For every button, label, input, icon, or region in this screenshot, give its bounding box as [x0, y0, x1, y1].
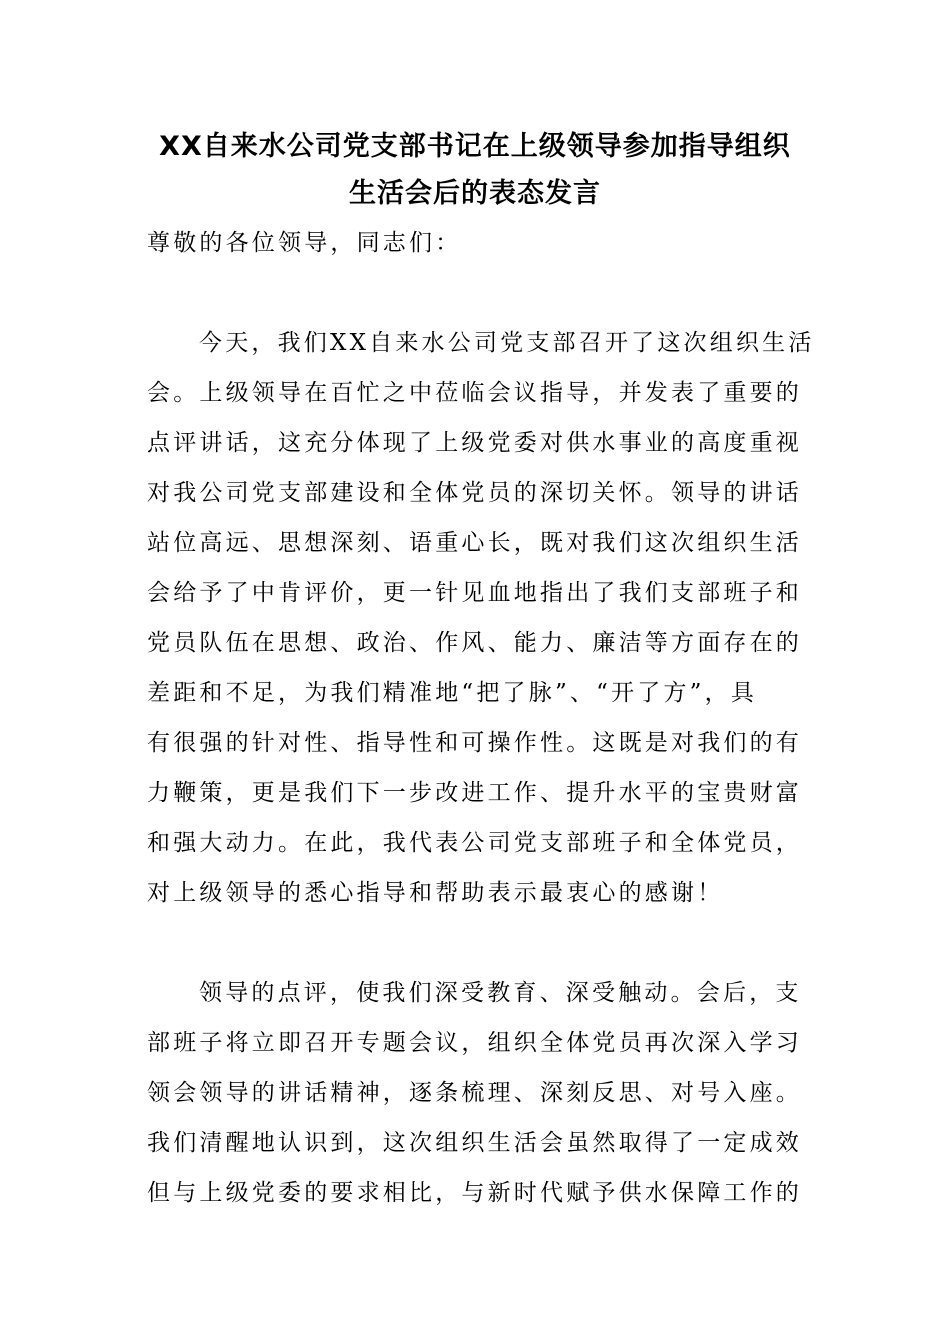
paragraph-line: 今天，我们XX自来水公司党支部召开了这次组织生活 [199, 330, 815, 356]
paragraph-line: 和强大动力。在此，我代表公司党支部班子和全体党员， [147, 830, 802, 856]
paragraph-line: 点评讲话，这充分体现了上级党委对供水事业的高度重视 [147, 430, 802, 456]
blank-line [147, 274, 827, 324]
paragraph-1 [147, 324, 827, 924]
paragraph-line: 领导的点评，使我们深受教育、深受触动。会后，支 [199, 980, 802, 1006]
paragraph-line: 会。上级领导在百忙之中莅临会议指导，并发表了重要的 [147, 380, 802, 406]
paragraph-line: 对上级领导的悉心指导和帮助表示最衷心的感谢！ [147, 880, 724, 906]
paragraph-line: 领会领导的讲话精神，逐条梳理、深刻反思、对号入座。 [147, 1080, 802, 1106]
paragraph-line: 对我公司党支部建设和全体党员的深切关怀。领导的讲话 [147, 480, 802, 506]
paragraph-line: 会给予了中肯评价，更一针见血地指出了我们支部班子和 [147, 580, 802, 606]
paragraph-line: 但与上级党委的要求相比，与新时代赋予供水保障工作的 [147, 1180, 802, 1206]
paragraph-line: 党员队伍在思想、政治、作风、能力、廉洁等方面存在的 [147, 630, 802, 656]
paragraph-line: 部班子将立即召开专题会议，组织全体党员再次深入学习 [147, 1030, 802, 1056]
document-title-line-2: 生活会后的表态发言 [349, 178, 601, 209]
paragraph-2 [147, 974, 827, 1224]
paragraph-line: 差距和不足，为我们精准地“把了脉”、“开了方”，具 [147, 680, 758, 706]
paragraph-line: 力鞭策，更是我们下一步改进工作、提升水平的宝贵财富 [147, 780, 802, 806]
paragraph-line: 有很强的针对性、指导性和可操作性。这既是对我们的有 [147, 730, 802, 756]
greeting: 尊敬的各位领导，同志们： [147, 230, 462, 256]
document-title-line-1: XX自来水公司党支部书记在上级领导参加指导组织 [159, 131, 791, 162]
blank-line [147, 924, 827, 974]
paragraph-line: 我们清醒地认识到，这次组织生活会虽然取得了一定成效 [147, 1130, 802, 1156]
document-body [147, 224, 827, 1224]
paragraph-line: 站位高远、思想深刻、语重心长，既对我们这次组织生活 [147, 530, 802, 556]
